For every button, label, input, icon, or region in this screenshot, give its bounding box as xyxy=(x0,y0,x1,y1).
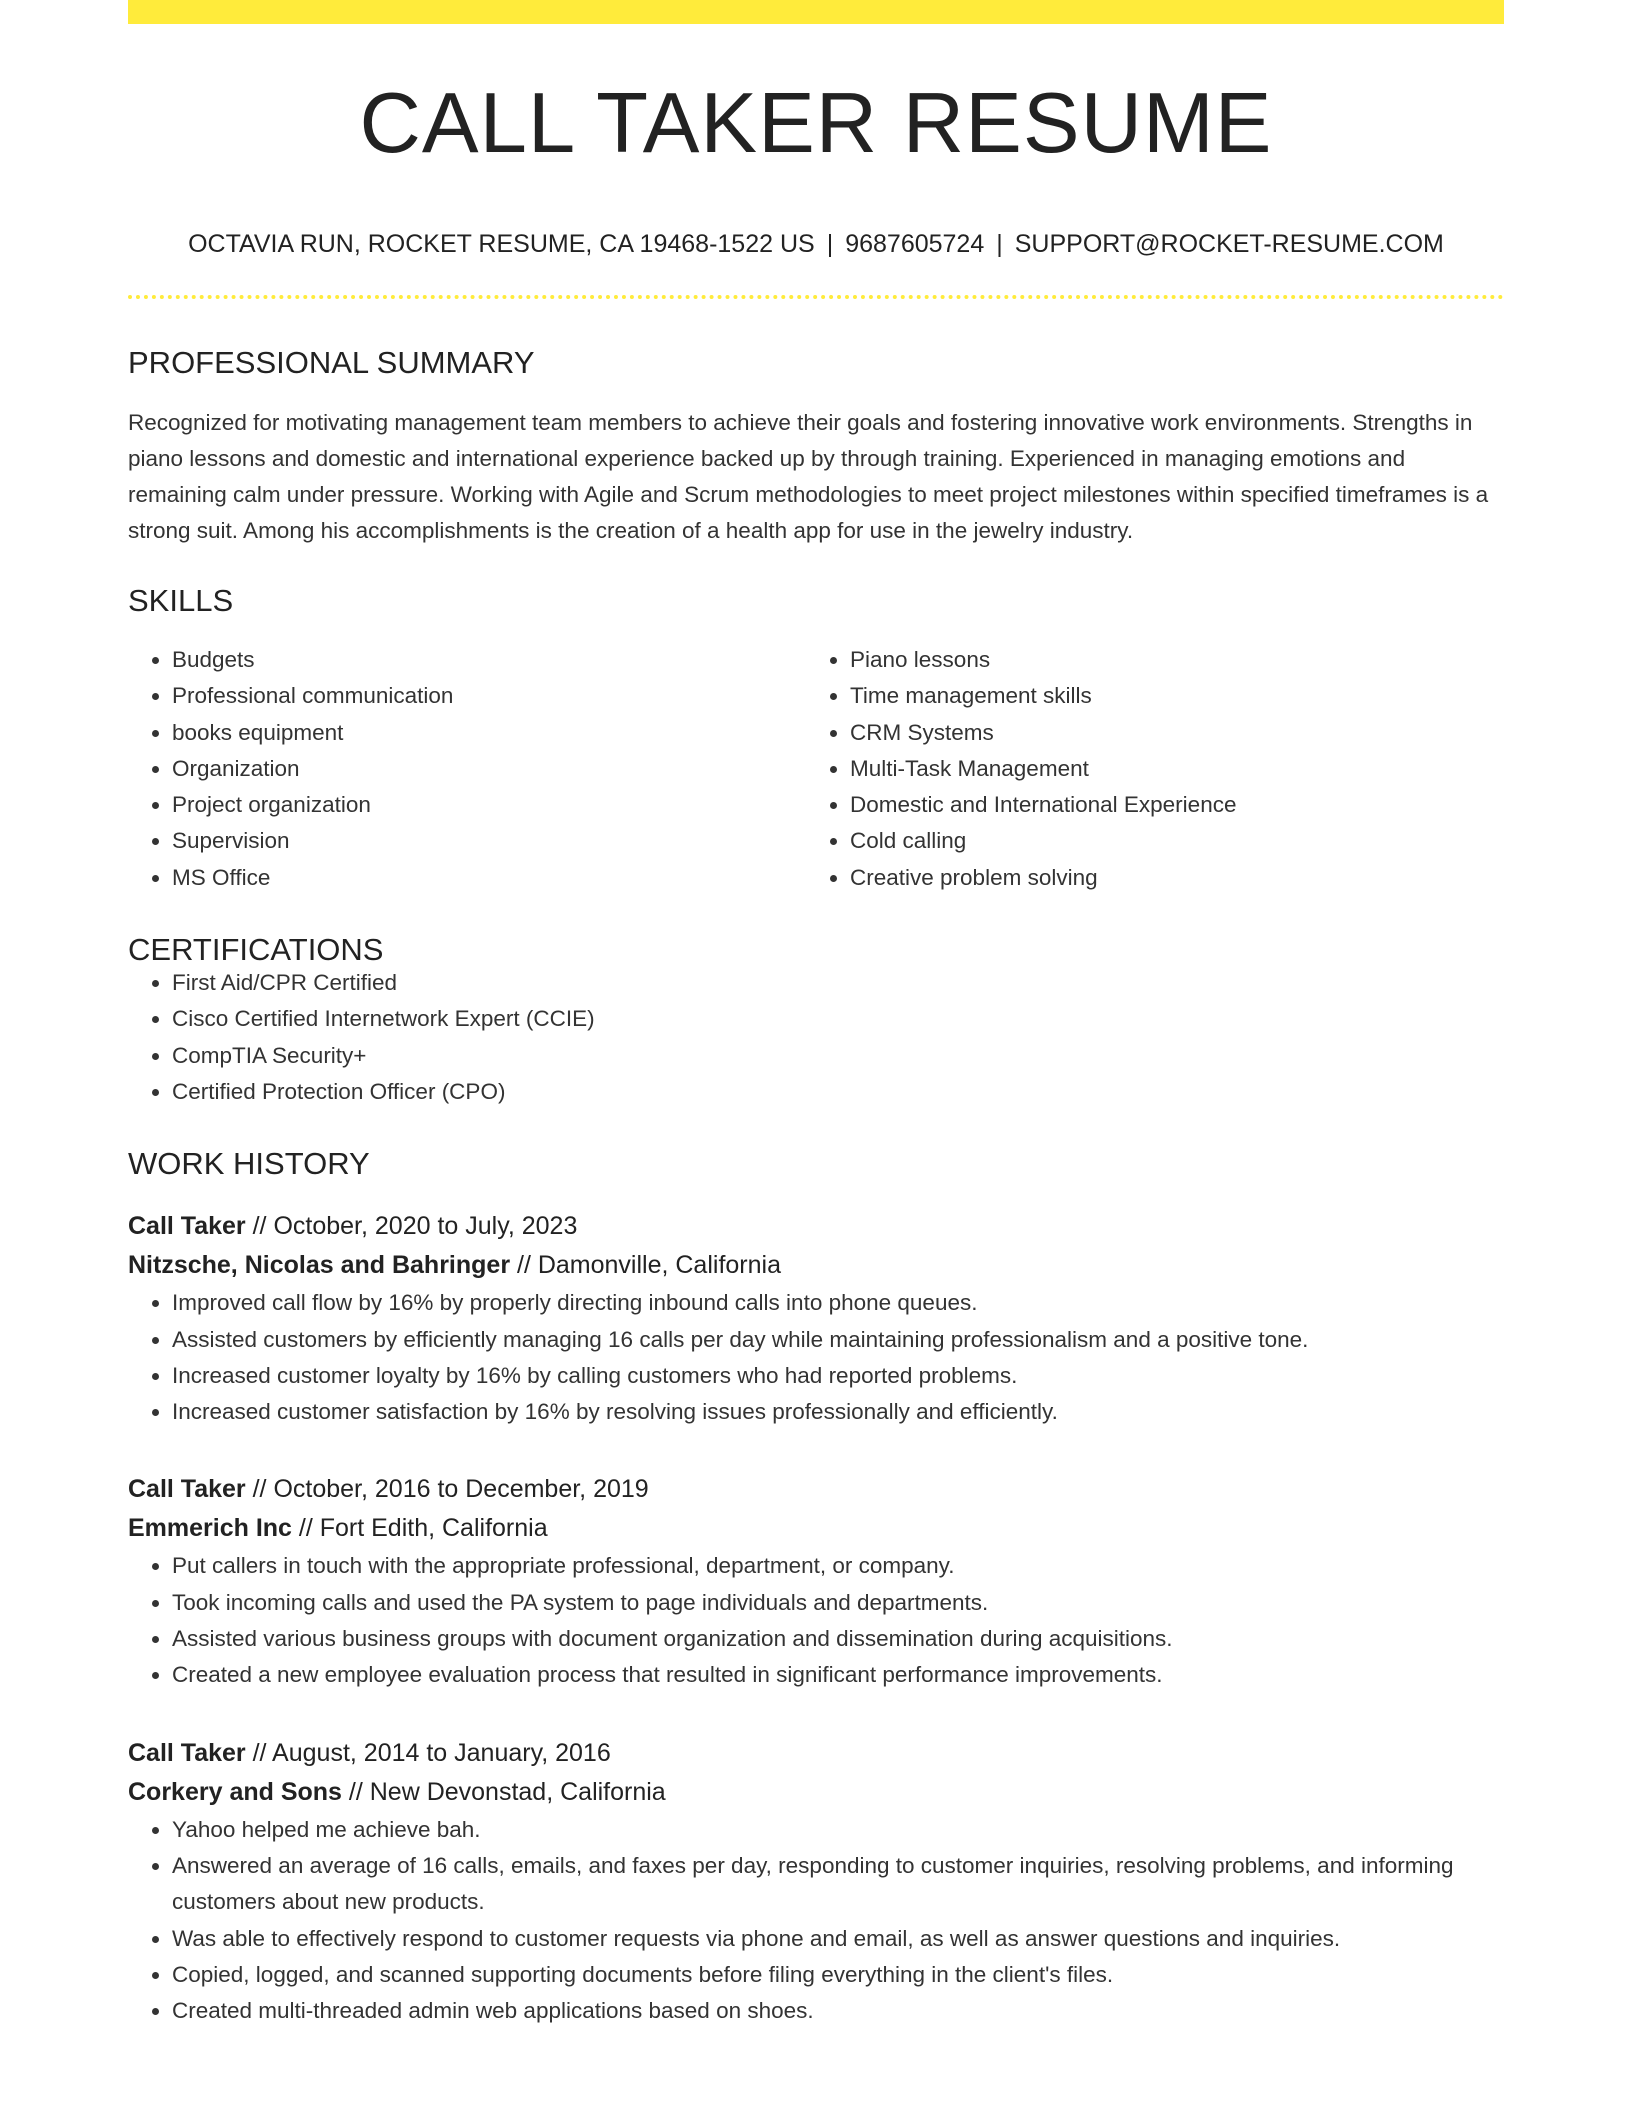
job-bullets xyxy=(128,1548,1504,1693)
resume-page xyxy=(128,0,1504,2029)
dotted-divider xyxy=(128,295,1504,299)
skills-column-left xyxy=(128,642,806,896)
skill-item: • Professional communication xyxy=(172,678,806,714)
job-bullet: • Answered an average of 16 calls, emails, and faxes per day, responding to customer inquiries, resolving problems, and informing customers about new products. xyxy=(172,1848,1504,1921)
job-bullet: • Created a new employee evaluation process that resulted in significant performance improvements. xyxy=(172,1657,1504,1693)
skill-item: • Domestic and International Experience xyxy=(850,787,1484,823)
skills-heading: SKILLS xyxy=(128,583,234,618)
job-title: Call Taker xyxy=(128,1738,246,1767)
skill-item: • Organization xyxy=(172,751,806,787)
top-accent-bar xyxy=(128,0,1504,24)
skill-item: • MS Office xyxy=(172,860,806,896)
job-bullet: • Took incoming calls and used the PA system to page individuals and departments. xyxy=(172,1585,1504,1621)
certification-item: • Certified Protection Officer (CPO) xyxy=(172,1074,1504,1110)
contact-separator: | xyxy=(826,230,834,258)
certification-item: • CompTIA Security+ xyxy=(172,1038,1504,1074)
skill-item: • books equipment xyxy=(172,715,806,751)
job-title-line xyxy=(128,1734,1504,1773)
skill-item: • Budgets xyxy=(172,642,806,678)
job-bullet: • Yahoo helped me achieve bah. xyxy=(172,1812,1504,1848)
job-bullet: • Put callers in touch with the appropriate professional, department, or company. xyxy=(172,1548,1504,1584)
skill-item: • Supervision xyxy=(172,823,806,859)
skills-list-right xyxy=(806,642,1484,896)
job-title: Call Taker xyxy=(128,1475,246,1504)
contact-line xyxy=(128,232,1504,257)
job-entry xyxy=(128,1207,1504,1430)
job-company-line xyxy=(128,1509,1504,1548)
job-entry xyxy=(128,1734,1504,2030)
certification-item: • First Aid/CPR Certified xyxy=(172,965,1504,1001)
job-bullet: • Created multi-threaded admin web applications based on shoes. xyxy=(172,1993,1504,2029)
job-location: // Damonville, California xyxy=(510,1251,781,1280)
skill-item: • Cold calling xyxy=(850,823,1484,859)
contact-phone: 9687605724 xyxy=(845,230,985,258)
certifications-list xyxy=(128,965,1504,1110)
job-bullet: • Assisted customers by efficiently managing 16 calls per day while maintaining professionalism and a positive tone. xyxy=(172,1322,1504,1358)
job-dates: // August, 2014 to January, 2016 xyxy=(245,1738,611,1767)
job-entry xyxy=(128,1470,1504,1693)
contact-separator: | xyxy=(996,230,1003,258)
job-company: Emmerich Inc xyxy=(128,1514,292,1543)
certifications-heading: CERTIFICATIONS xyxy=(128,932,384,968)
contact-email: SUPPORT@ROCKET-RESUME.COM xyxy=(1014,230,1444,258)
job-dates: // October, 2020 to July, 2023 xyxy=(245,1212,578,1241)
job-bullets xyxy=(128,1812,1504,2030)
job-bullet: • Increased customer loyalty by 16% by calling customers who had reported problems. xyxy=(172,1358,1504,1394)
skills-column-right xyxy=(806,642,1484,896)
skills-list-left xyxy=(128,642,806,896)
skill-item: • Piano lessons xyxy=(850,642,1484,678)
job-bullet: • Was able to effectively respond to customer requests via phone and email, as well as answer questions and inquiries. xyxy=(172,1921,1504,1957)
job-bullet: • Assisted various business groups with document organization and dissemination during acquisitions. xyxy=(172,1621,1504,1657)
job-location: // Fort Edith, California xyxy=(291,1514,548,1543)
job-location: // New Devonstad, California xyxy=(341,1777,666,1806)
job-bullets xyxy=(128,1285,1504,1430)
contact-address: OCTAVIA RUN, ROCKET RESUME, CA 19468-1522 US xyxy=(188,230,815,258)
skill-item: • Creative problem solving xyxy=(850,860,1484,896)
job-company: Nitzsche, Nicolas and Bahringer xyxy=(128,1251,511,1280)
job-dates: // October, 2016 to December, 2019 xyxy=(245,1475,649,1504)
summary-text: Recognized for motivating management team members to achieve their goals and fostering innovative work environments. Strengths in piano lessons and domestic and international experience backed up by through training. Experienced in managing emotions and remaining calm under pressure. Working with Agile and Scrum methodologies to meet project milestones within specified timeframes is a strong suit. Among his accomplishments is the creation of a health app for use in the jewelry industry. xyxy=(128,410,1489,543)
work-history-heading: WORK HISTORY xyxy=(128,1146,370,1182)
job-title: Call Taker xyxy=(128,1212,246,1241)
job-company-line xyxy=(128,1773,1504,1812)
job-company: Corkery and Sons xyxy=(128,1777,342,1806)
skill-item: • CRM Systems xyxy=(850,715,1484,751)
skill-item: • Time management skills xyxy=(850,678,1484,714)
job-title-line xyxy=(128,1470,1504,1509)
resume-title: CALL TAKER RESUME xyxy=(359,76,1273,171)
skills-columns xyxy=(128,642,1504,896)
skill-item: • Project organization xyxy=(172,787,806,823)
certification-item: • Cisco Certified Internetwork Expert (CCIE) xyxy=(172,1001,1504,1037)
job-bullet: • Copied, logged, and scanned supporting documents before filing everything in the client's files. xyxy=(172,1957,1504,1993)
job-bullet: • Increased customer satisfaction by 16% by resolving issues professionally and efficiently. xyxy=(172,1394,1504,1430)
job-bullet: • Improved call flow by 16% by properly directing inbound calls into phone queues. xyxy=(172,1285,1504,1321)
skill-item: • Multi-Task Management xyxy=(850,751,1484,787)
job-company-line xyxy=(128,1246,1504,1285)
job-title-line xyxy=(128,1207,1504,1246)
summary-heading: PROFESSIONAL SUMMARY xyxy=(128,345,535,380)
